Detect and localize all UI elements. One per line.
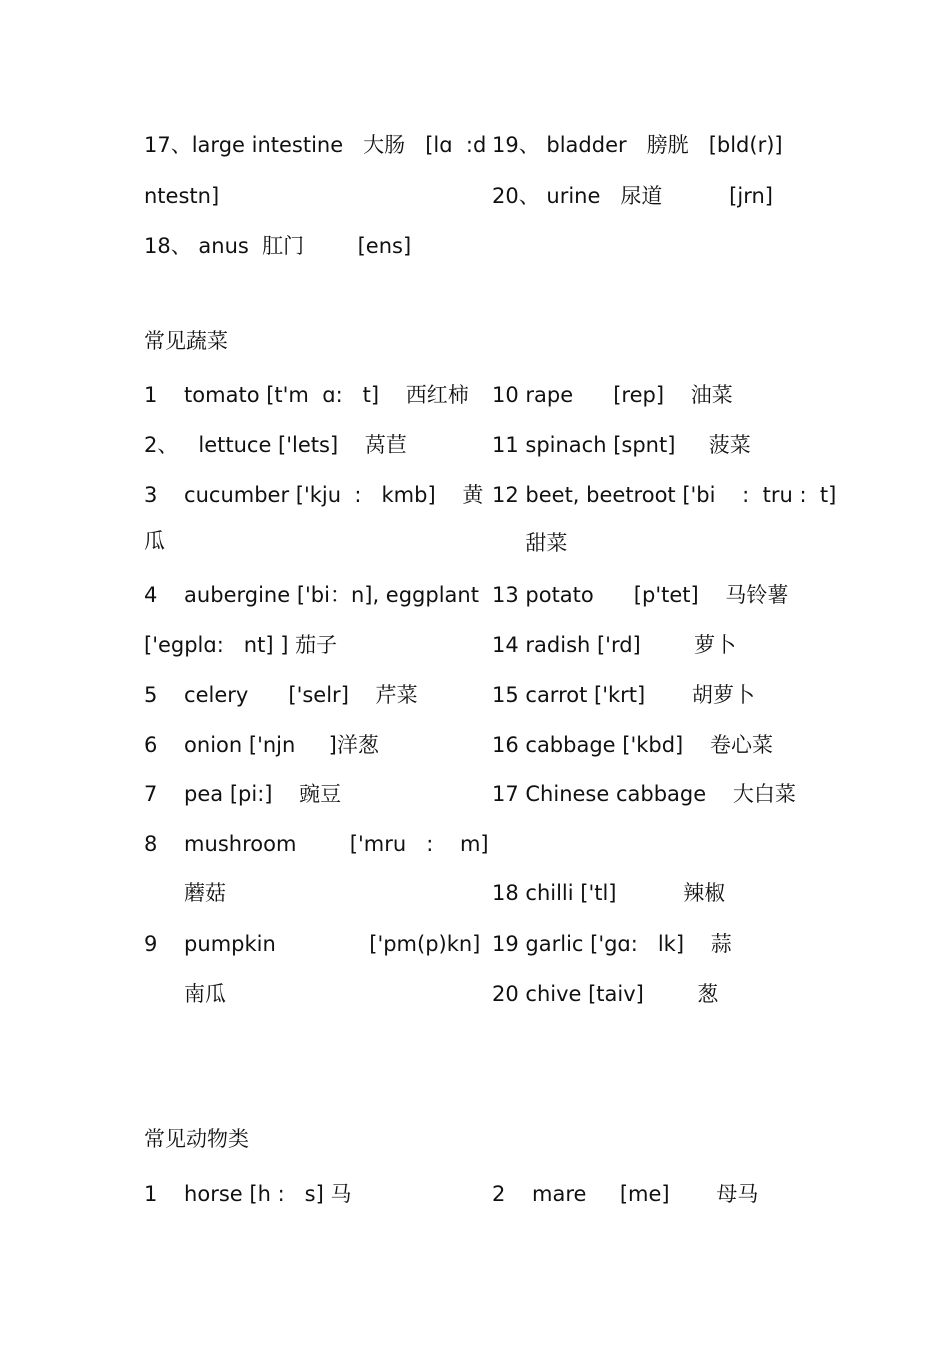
vegetable-right-line: 14 radish ['rd] 萝卜 [492, 633, 737, 657]
vegetable-right-line: 13 potato [p'tet] 马铃薯 [492, 583, 789, 607]
vegetables-heading: 常见蔬菜 [144, 329, 228, 353]
vegetable-left-line: 蘑菇 [144, 881, 227, 905]
vegetable-right-line: 19 garlic ['gɑ: lk] 蒜 [492, 932, 732, 956]
vegetable-right-line: 16 cabbage ['kbd] 卷心菜 [492, 733, 773, 757]
organs-left-line-1: 17、large intestine 大肠 [lɑ :d [144, 133, 487, 157]
vegetable-left-line: 8 mushroom ['mru : m] [144, 832, 489, 856]
vegetable-left-line: 瓜 [144, 529, 165, 553]
vegetable-left-line: ['egplɑ: nt] ] 茄子 [144, 633, 338, 657]
vegetable-right-line: 15 carrot ['krt] 胡萝卜 [492, 683, 755, 707]
vegetable-right-line: 17 Chinese cabbage 大白菜 [492, 782, 796, 806]
vegetable-right-line: 12 beet, beetroot ['bi : tru : t] [492, 483, 837, 507]
vegetable-right-line: 10 rape [rep] 油菜 [492, 383, 733, 407]
vegetable-left-line: 1 tomato [t'm ɑ: t] 西红柿 [144, 383, 469, 407]
vegetable-left-line: 2、 lettuce ['lets] 莴苣 [144, 433, 407, 457]
vegetable-left-line: 5 celery ['selr] 芹菜 [144, 683, 418, 707]
organs-right-line-1: 19、 bladder 膀胱 [bld(r)] [492, 133, 783, 157]
vegetable-left-line: 南瓜 [144, 982, 227, 1006]
vegetable-left-line: 6 onion ['njn ]洋葱 [144, 733, 379, 757]
organs-right-line-2: 20、 urine 尿道 [jrn] [492, 184, 773, 208]
animals-heading: 常见动物类 [144, 1127, 249, 1151]
vegetable-right-line: 11 spinach [spnt] 菠菜 [492, 433, 751, 457]
animal-left-line: 1 horse [h : s] 马 [144, 1182, 352, 1206]
vegetable-left-line: 9 pumpkin ['pm(p)kn] [144, 932, 481, 956]
vegetable-left-line: 7 pea [pi:] 豌豆 [144, 782, 342, 806]
vegetable-right-line: 18 chilli ['tl] 辣椒 [492, 881, 726, 905]
animal-right-line: 2 mare [me] 母马 [492, 1182, 759, 1206]
vegetable-right-line: 甜菜 [492, 531, 568, 555]
organs-left-line-2: ntestn] [144, 184, 220, 208]
vegetable-left-line: 3 cucumber ['kju : kmb] 黄 [144, 483, 484, 507]
organs-left-line-3: 18、 anus 肛门 [ens] [144, 234, 412, 258]
vegetable-left-line: 4 aubergine ['bi：n], eggplant [144, 583, 479, 607]
vegetable-right-line: 20 chive [taiv] 葱 [492, 982, 719, 1006]
